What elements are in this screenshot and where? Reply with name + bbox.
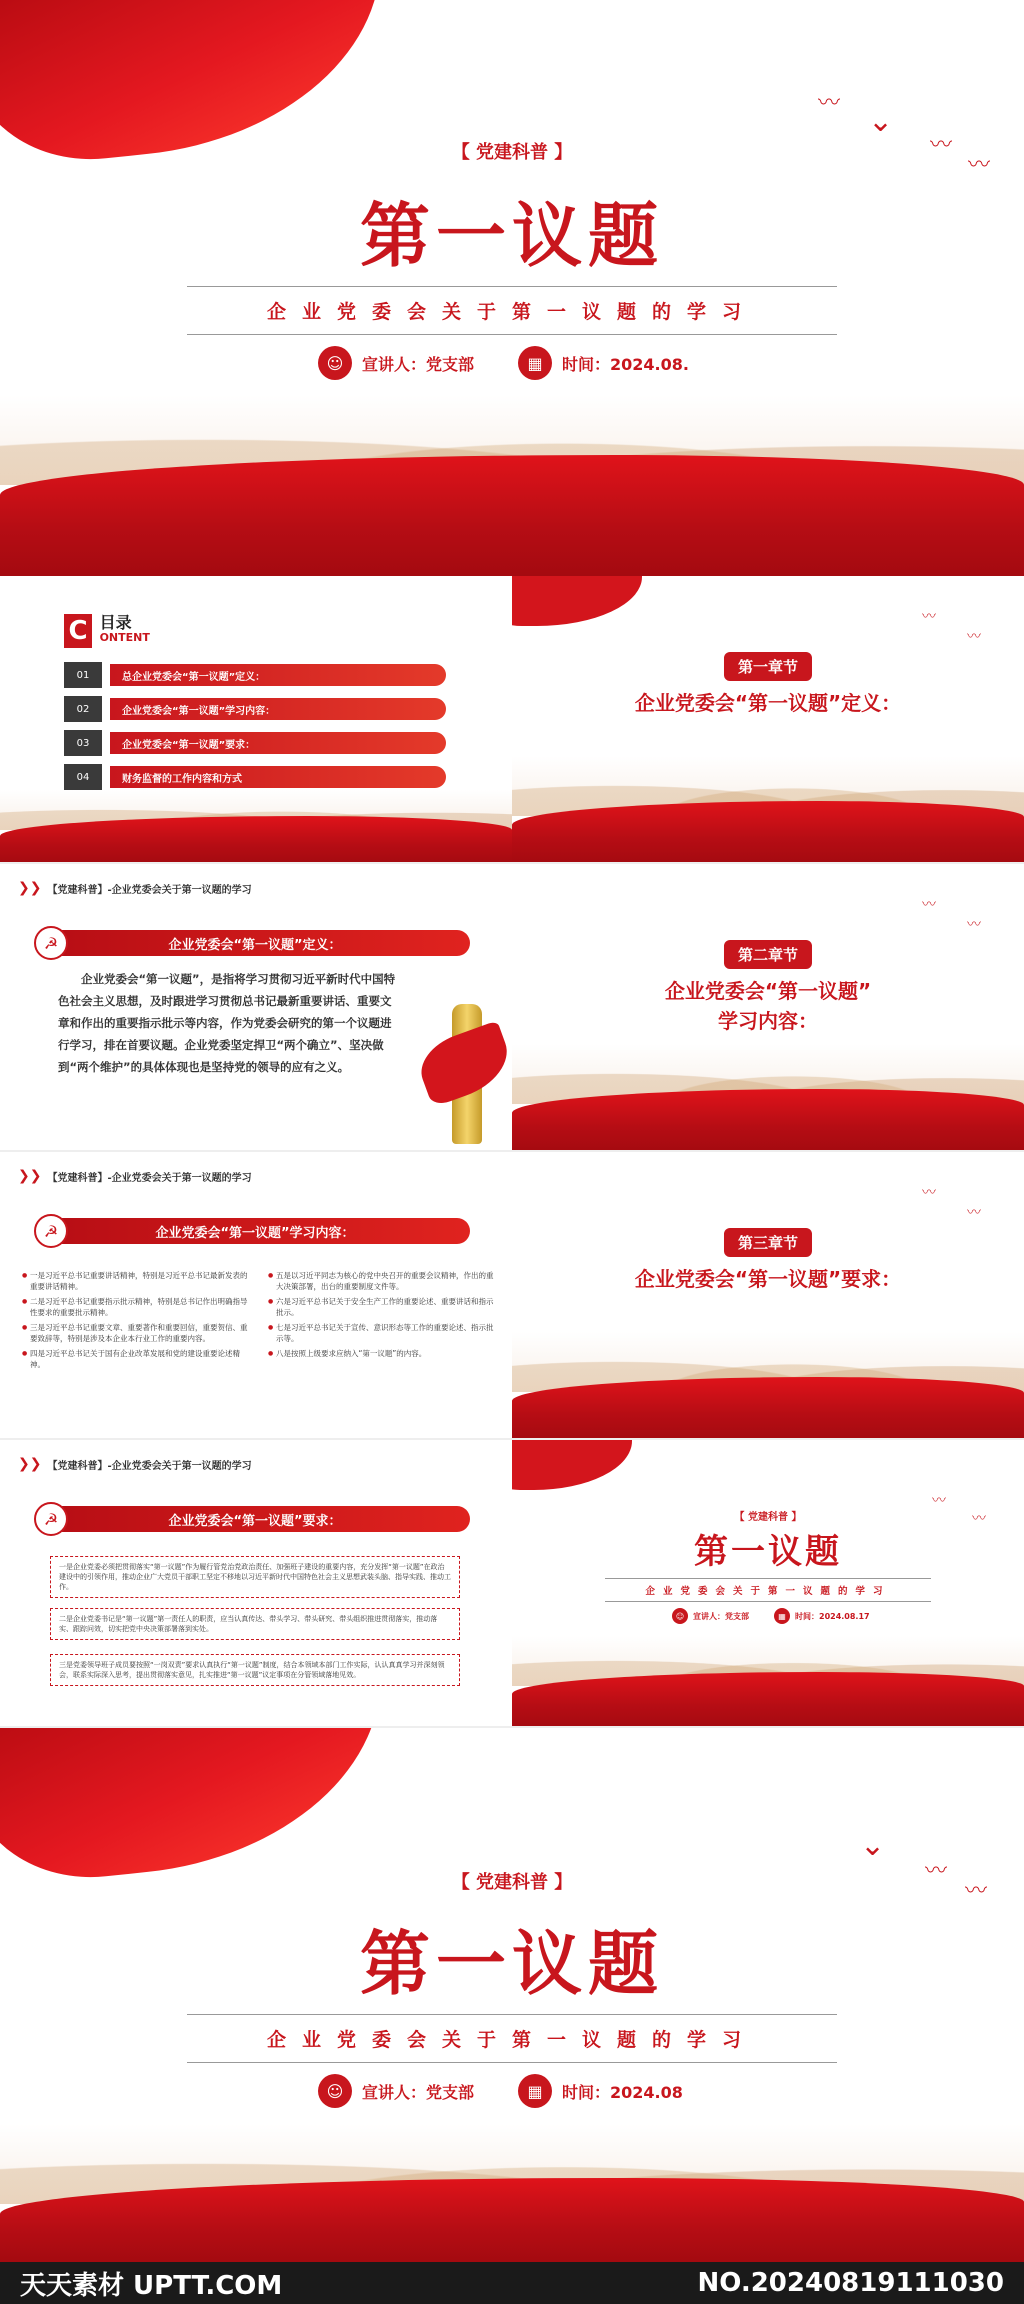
cover-subtitle: 企业党委会关于第一议题的学习 <box>187 286 837 335</box>
cover-title: 第一议题 <box>694 1532 842 1572</box>
red-wave <box>0 816 512 864</box>
definition-slide <box>0 864 512 1152</box>
list-item: ● 四是习近平总书记关于国有企业改革发展和党的建设重要论述精神。 <box>22 1348 250 1370</box>
list-item: ● 三是习近平总书记重要文章、重要著作和重要回信，重要贺信、重要致辞等，特别是涉及本企业本行业工作的重要内容。 <box>22 1322 250 1344</box>
section-pill: ☭ 企业党委会“第一议题”要求： <box>40 1506 470 1532</box>
chapter-badge: 第二章节 <box>724 940 812 969</box>
mark-icon: ❯❯ <box>18 880 42 896</box>
bird-icon: 〰 <box>972 1511 986 1527</box>
chapter-title: 企业党委会“第一议题” 学习内容： <box>664 979 872 1033</box>
chapter-title: 企业党委会“第一议题”定义： <box>634 691 902 715</box>
list-item: ● 一是习近平总书记重要讲话精神，特别是习近平总书记最新发表的重要讲话精神。 <box>22 1270 250 1292</box>
toc-item[interactable]: 03 企业党委会“第一议题”要求： <box>64 730 446 756</box>
requirement-box: 三是党委领导班子成员要按照“一岗双责”要求认真执行“第一议题”制度，结合本领域本部门工作实际，认认真真学习并深刻领会，联系实际深入思考，提出贯彻落实意见，扎实推进“第一议题”议定事项在分管领域落地见效。 <box>50 1654 460 1686</box>
chapter2-slide <box>512 864 1024 1152</box>
requirements-slide <box>0 1440 512 1728</box>
mark-icon: ❯❯ <box>18 1168 42 1184</box>
list-item: ● 八是按照上级要求应纳入“第一议题”的内容。 <box>268 1348 494 1359</box>
cover-time: ▦ 时间：2024.08.17 <box>774 1608 870 1624</box>
chapter-badge: 第一章节 <box>724 652 812 681</box>
cover-slide-bottom <box>0 1728 1024 2262</box>
slide-header: ❯❯ 【党建科普】-企业党委会关于第一议题的学习 <box>18 1456 252 1472</box>
chapter-badge: 第三章节 <box>724 1228 812 1257</box>
party-emblem-icon: ☭ <box>34 926 68 960</box>
cover-speaker: ☺ 宣讲人：党支部 <box>318 346 474 380</box>
cover-time: ▦ 时间：2024.08. <box>518 346 689 380</box>
person-icon: ☺ <box>318 346 352 380</box>
party-emblem-icon: ☭ <box>34 1502 68 1536</box>
person-icon: ☺ <box>672 1608 688 1624</box>
content-right-column <box>268 1270 494 1363</box>
red-wave <box>0 455 1024 576</box>
cover-brand: 【 党建科普 】 <box>734 1512 802 1523</box>
bird-icon: 〰 <box>930 133 953 158</box>
flag-decoration <box>0 1728 398 1889</box>
cover-title: 第一议题 <box>360 194 664 277</box>
toc-logo: C 目录 ONTENT <box>64 614 150 648</box>
requirement-box: 一是企业党委必须把贯彻落实“第一议题”作为履行管党治党政治责任、加强班子建设的重要内容，充分发挥“第一议题”在政治建设中的引领作用，推动企业广大党员干部职工坚定不移地以习近平新时代中国特色社会主义思想武装头脑、指导实践、推动工作。 <box>50 1556 460 1598</box>
chapter1-slide <box>512 576 1024 864</box>
red-wave <box>512 1672 1024 1728</box>
watermark-site: 天天素材 UPTT.COM <box>20 2270 283 2301</box>
bird-icon: 〰 <box>922 897 936 913</box>
bird-icon: ⌄ <box>860 1828 886 1863</box>
cover-subtitle: 企业党委会关于第一议题的学习 <box>187 2014 837 2063</box>
cover-speaker: ☺ 宣讲人：党支部 <box>318 2074 474 2108</box>
mark-icon: ❯❯ <box>18 1456 42 1472</box>
party-emblem-icon: ☭ <box>34 1214 68 1248</box>
red-wave <box>512 1377 1024 1440</box>
requirement-box: 二是企业党委书记是“第一议题”第一责任人的职责，应当认真传达、带头学习、带头研究、带头组织推进贯彻落实，推动落实、跟踪问效，切实把党中央决策部署落到实处。 <box>50 1608 460 1640</box>
bird-icon: 〰 <box>922 1185 936 1201</box>
bird-icon: 〰 <box>965 1879 988 1904</box>
chapter3-slide <box>512 1152 1024 1440</box>
toc-item[interactable]: 04 财务监督的工作内容和方式 <box>64 764 446 790</box>
toc-item[interactable]: 01 总企业党委会“第一议题”定义： <box>64 662 446 688</box>
cover-speaker: ☺ 宣讲人：党支部 <box>672 1608 749 1624</box>
list-item: ● 六是习近平总书记关于安全生产工作的重要论述、重要讲话和指示批示。 <box>268 1296 494 1318</box>
bird-icon: ⌄ <box>868 104 894 139</box>
cover-time: ▦ 时间：2024.08 <box>518 2074 683 2108</box>
definition-text: 企业党委会“第一议题”，是指将学习贯彻习近平新时代中国特色社会主义思想，及时跟进学习贯彻总书记最新重要讲话、重要文章和作出的重要指示批示等内容，作为党委会研究的第一个议题进行学习，排在首要议题。企业党委坚定捍卫“两个确立”、坚决做到“两个维护”的具体体现也是坚持党的领导的应有之义。 <box>58 972 396 1074</box>
bird-icon: 〰 <box>967 917 981 933</box>
bird-icon: 〰 <box>967 1205 981 1221</box>
section-pill: ☭ 企业党委会“第一议题”定义： <box>40 930 470 956</box>
cover-subtitle: 企业党委会关于第一议题的学习 <box>605 1578 931 1602</box>
list-item: ● 七是习近平总书记关于宣传、意识形态等工作的重要论述、指示批示等。 <box>268 1322 494 1344</box>
calendar-icon: ▦ <box>518 346 552 380</box>
red-wave <box>0 2178 1024 2262</box>
cover-brand: 【 党建科普 】 <box>451 142 573 163</box>
content-slide <box>0 1152 512 1440</box>
calendar-icon: ▦ <box>518 2074 552 2108</box>
toc-item[interactable]: 02 企业党委会“第一议题”学习内容： <box>64 696 446 722</box>
calendar-icon: ▦ <box>774 1608 790 1624</box>
watermark-number: NO.20240819111030 <box>697 2268 1004 2298</box>
cover-slide-small <box>512 1440 1024 1728</box>
bird-icon: 〰 <box>925 1859 948 1884</box>
list-item: ● 二是习近平总书记重要指示批示精神，特别是总书记作出明确指导性要求的重要批示精神。 <box>22 1296 250 1318</box>
content-left-column <box>22 1270 250 1374</box>
chapter-title: 企业党委会“第一议题”要求： <box>634 1267 902 1291</box>
list-item: ● 五是以习近平同志为核心的党中央召开的重要会议精神，作出的重大决策部署，出台的重要制度文件等。 <box>268 1270 494 1292</box>
red-wave <box>512 801 1024 864</box>
slide-header: ❯❯ 【党建科普】-企业党委会关于第一议题的学习 <box>18 880 252 896</box>
person-icon: ☺ <box>318 2074 352 2108</box>
bird-icon: 〰 <box>932 1493 946 1509</box>
bird-icon: 〰 <box>818 91 841 116</box>
section-pill: ☭ 企业党委会“第一议题”学习内容： <box>40 1218 470 1244</box>
bird-icon: 〰 <box>922 609 936 625</box>
watermark-footer <box>0 2262 1024 2304</box>
cover-brand: 【 党建科普 】 <box>451 1872 573 1893</box>
bird-icon: 〰 <box>968 153 991 178</box>
slide-header: ❯❯ 【党建科普】-企业党委会关于第一议题的学习 <box>18 1168 252 1184</box>
toc-slide <box>0 576 512 864</box>
flag-decoration <box>512 576 642 626</box>
cover-slide-top <box>0 0 1024 576</box>
ribbon-decoration <box>412 1020 512 1107</box>
bird-icon: 〰 <box>967 629 981 645</box>
flag-decoration <box>512 1440 632 1490</box>
cover-title: 第一议题 <box>360 1922 664 2005</box>
red-wave <box>512 1089 1024 1152</box>
